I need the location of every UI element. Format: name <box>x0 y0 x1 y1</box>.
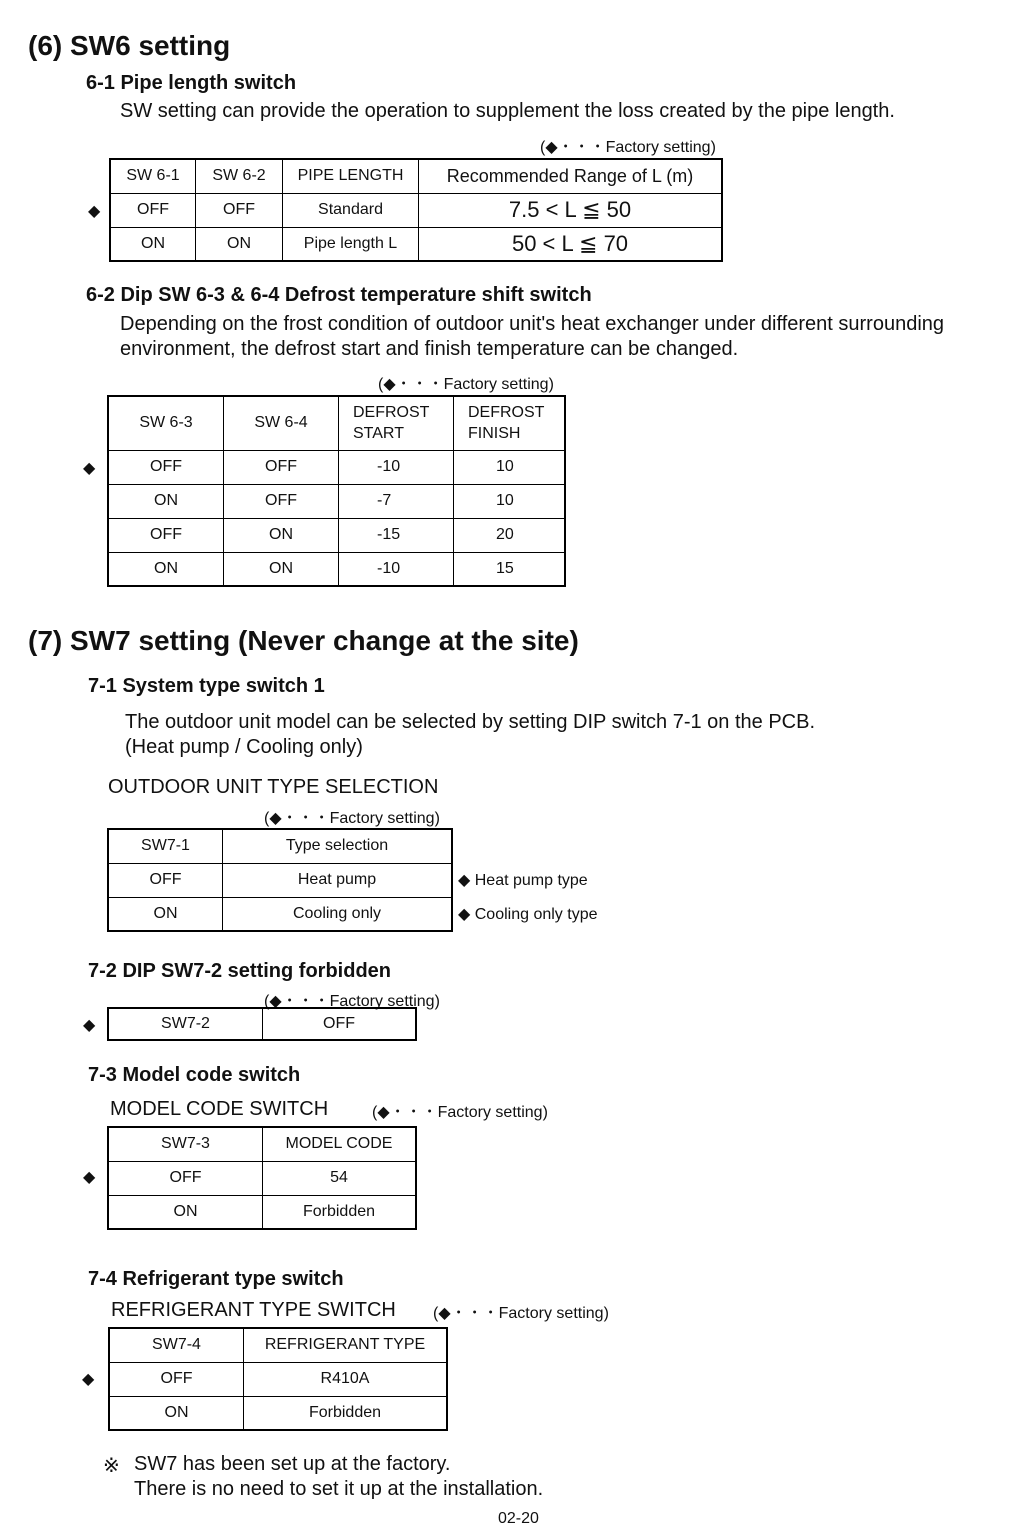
factory-diamond-icon: ◆ <box>88 203 101 220</box>
th-recommended-range: Recommended Range of L (m) <box>419 159 723 193</box>
table-row <box>108 1195 416 1229</box>
heading-6-1: 6-1 Pipe length switch <box>86 72 297 94</box>
th-sw7-3: SW7-3 <box>108 1127 263 1161</box>
cell: ON <box>108 1195 263 1229</box>
cell: -15 <box>339 518 454 552</box>
heading-7-1: 7-1 System type switch 1 <box>88 675 325 697</box>
cell: -7 <box>339 484 454 518</box>
cell: OFF <box>263 1008 417 1040</box>
factory-diamond-icon: ◆ <box>83 460 96 477</box>
table-row <box>110 193 722 227</box>
cell: 15 <box>454 552 566 586</box>
cell: 54 <box>263 1161 417 1195</box>
table-row <box>108 897 452 931</box>
caption-refrigerant-type-switch: REFRIGERANT TYPE SWITCH <box>111 1299 396 1321</box>
cell: Cooling only <box>223 897 453 931</box>
cell: ON <box>108 897 223 931</box>
desc-6-2-line2: environment, the defrost start and finish temperature can be changed. <box>120 338 739 360</box>
table-row <box>110 227 722 261</box>
cell: OFF <box>224 484 339 518</box>
cell: 20 <box>454 518 566 552</box>
caption-outdoor-unit-type: OUTDOOR UNIT TYPE SELECTION <box>108 776 439 798</box>
cell: Pipe length L <box>283 227 419 261</box>
heading-7-3: 7-3 Model code switch <box>88 1064 301 1086</box>
desc-6-1: SW setting can provide the operation to supplement the loss created by the pipe length. <box>120 100 895 122</box>
cell: 10 <box>454 484 566 518</box>
desc-7-1-line1: The outdoor unit model can be selected by setting DIP switch 7-1 on the PCB. <box>125 711 816 733</box>
table-6-1 <box>109 158 723 262</box>
cell: OFF <box>108 518 224 552</box>
th-type-selection: Type selection <box>223 829 453 863</box>
th-sw7-1: SW7-1 <box>108 829 223 863</box>
caption-model-code-switch: MODEL CODE SWITCH <box>110 1098 329 1120</box>
reference-mark-icon: ※ <box>103 1455 120 1477</box>
factory-diamond-icon: ◆ <box>83 1169 96 1186</box>
factory-diamond-icon: ◆ <box>83 1017 96 1034</box>
cell: Standard <box>283 193 419 227</box>
cell: ON <box>224 518 339 552</box>
factory-note-7-2: (◆・・・Factory setting) <box>264 993 440 1010</box>
th-refrigerant-type: REFRIGERANT TYPE <box>244 1328 448 1362</box>
factory-note-6-1: (◆・・・Factory setting) <box>540 139 716 156</box>
cell: -10 <box>339 450 454 484</box>
table-row <box>108 450 565 484</box>
page-number: 02-20 <box>498 1510 539 1527</box>
table-row <box>108 518 565 552</box>
table-row <box>108 1008 416 1040</box>
cell: 7.5 < L ≦ 50 <box>419 193 723 227</box>
cell: 50 < L ≦ 70 <box>419 227 723 261</box>
factory-note-7-3: (◆・・・Factory setting) <box>372 1104 548 1121</box>
table-row <box>109 1396 447 1430</box>
desc-6-2-line1: Depending on the frost condition of outdoor unit's heat exchanger under different surrounding <box>120 313 945 335</box>
side-label-heat-pump: ◆ Heat pump type <box>458 872 588 889</box>
th-sw6-4: SW 6-4 <box>224 396 339 450</box>
factory-note-7-4: (◆・・・Factory setting) <box>433 1305 609 1322</box>
table-7-1 <box>107 828 453 932</box>
th-sw6-1: SW 6-1 <box>110 159 196 193</box>
table-7-4 <box>108 1327 448 1431</box>
cell: ON <box>108 484 224 518</box>
cell: R410A <box>244 1362 448 1396</box>
cell: OFF <box>110 193 196 227</box>
factory-note-6-2: (◆・・・Factory setting) <box>378 376 554 393</box>
table-6-2 <box>107 395 566 587</box>
factory-diamond-icon: ◆ <box>82 1371 95 1388</box>
heading-7-4: 7-4 Refrigerant type switch <box>88 1268 344 1290</box>
footnote-line2: There is no need to set it up at the installation. <box>134 1478 544 1500</box>
th-sw7-4: SW7-4 <box>109 1328 244 1362</box>
table-row <box>108 552 565 586</box>
th-pipe-length: PIPE LENGTH <box>283 159 419 193</box>
table-7-2 <box>107 1007 417 1041</box>
cell: SW7-2 <box>108 1008 263 1040</box>
cell: OFF <box>224 450 339 484</box>
table-row <box>109 1362 447 1396</box>
th-defrost-finish: DEFROST FINISH <box>454 396 566 450</box>
cell: ON <box>110 227 196 261</box>
th-model-code: MODEL CODE <box>263 1127 417 1161</box>
cell: ON <box>224 552 339 586</box>
heading-6-2: 6-2 Dip SW 6-3 & 6-4 Defrost temperature shift switch <box>86 284 592 306</box>
th-sw6-3: SW 6-3 <box>108 396 224 450</box>
cell: Forbidden <box>263 1195 417 1229</box>
th-defrost-start: DEFROST START <box>339 396 454 450</box>
cell: -10 <box>339 552 454 586</box>
cell: OFF <box>109 1362 244 1396</box>
cell: ON <box>196 227 283 261</box>
cell: OFF <box>108 863 223 897</box>
cell: ON <box>108 552 224 586</box>
cell: ON <box>109 1396 244 1430</box>
table-row <box>108 484 565 518</box>
table-row <box>108 1161 416 1195</box>
desc-7-1-line2: (Heat pump / Cooling only) <box>125 736 363 758</box>
heading-7-2: 7-2 DIP SW7-2 setting forbidden <box>88 960 391 982</box>
cell: OFF <box>108 1161 263 1195</box>
table-row <box>108 863 452 897</box>
section-title-sw6: (6) SW6 setting <box>28 30 231 61</box>
th-sw6-2: SW 6-2 <box>196 159 283 193</box>
section-title-sw7: (7) SW7 setting (Never change at the site) <box>28 625 579 656</box>
cell: OFF <box>108 450 224 484</box>
factory-note-7-1: (◆・・・Factory setting) <box>264 810 440 827</box>
cell: Forbidden <box>244 1396 448 1430</box>
cell: OFF <box>196 193 283 227</box>
cell: 10 <box>454 450 566 484</box>
cell: Heat pump <box>223 863 453 897</box>
footnote-line1: SW7 has been set up at the factory. <box>134 1453 451 1475</box>
side-label-cooling-only: ◆ Cooling only type <box>458 906 598 923</box>
table-7-3 <box>107 1126 417 1230</box>
